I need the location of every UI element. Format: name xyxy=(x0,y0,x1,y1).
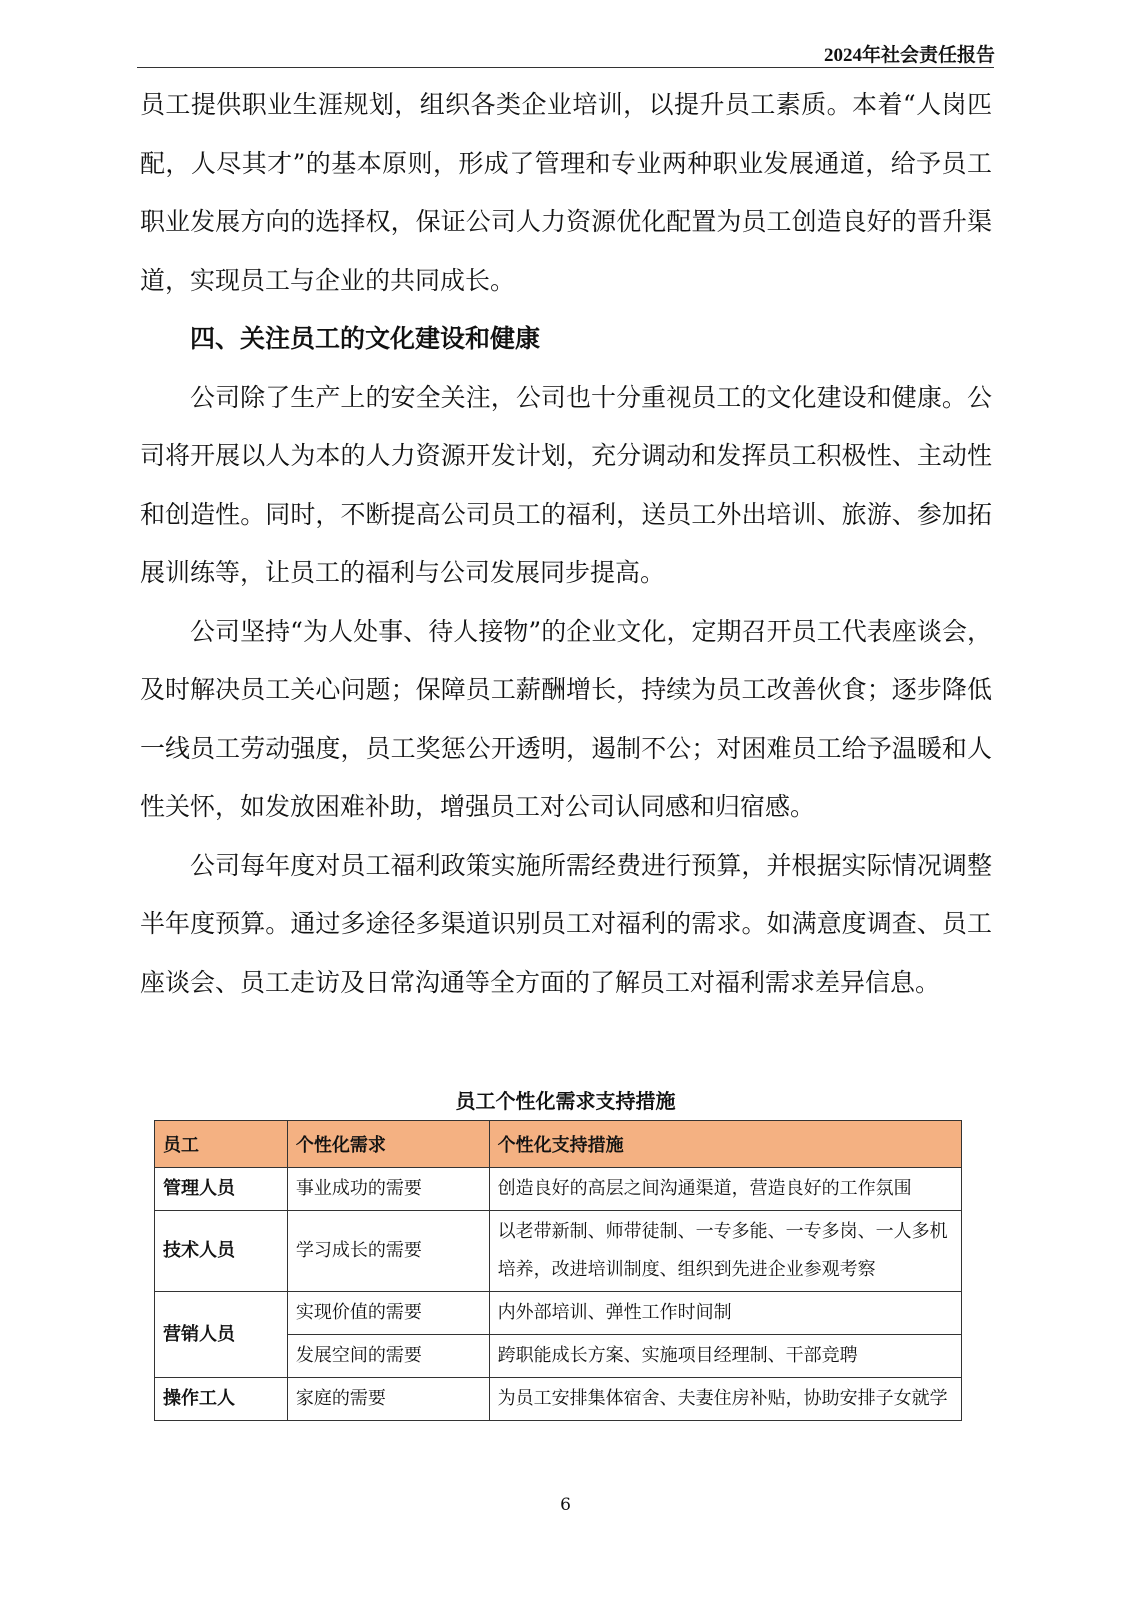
column-header-measure: 个性化支持措施 xyxy=(489,1121,961,1168)
cell-role: 技术人员 xyxy=(155,1211,288,1292)
table-row xyxy=(155,1292,962,1335)
report-header-title: 2024年社会责任报告 xyxy=(823,45,995,66)
cell-need: 实现价值的需要 xyxy=(287,1292,489,1335)
cell-need: 家庭的需要 xyxy=(287,1378,489,1421)
table-caption: 员工个性化需求支持措施 xyxy=(455,1089,676,1113)
cell-measure: 为员工安排集体宿舍、夫妻住房补贴，协助安排子女就学 xyxy=(489,1378,961,1421)
table-header-row xyxy=(155,1121,962,1168)
cell-need: 学习成长的需要 xyxy=(287,1211,489,1292)
paragraph-career-planning: 员工提供职业生涯规划，组织各类企业培训，以提升员工素质。本着“人岗匹配，人尽其才”的基本原则，形成了管理和专业两种职业发展通道，给予员工职业发展方向的选择权，保证公司人力资源优化配置为员工创造良好的晋升渠道，实现员工与企业的共同成长。 xyxy=(140,90,992,295)
cell-measure: 以老带新制、师带徒制、一专多能、一专多岗、一人多机培养，改进培训制度、组织到先进企业参观考察 xyxy=(489,1211,961,1292)
table-row xyxy=(155,1168,962,1211)
paragraph-corporate-culture: 公司坚持“为人处事、待人接物”的企业文化，定期召开员工代表座谈会，及时解决员工关心问题；保障员工薪酬增长，持续为员工改善伙食；逐步降低一线员工劳动强度，员工奖惩公开透明，遏制不公；对困难员工给予温暖和人性关怀，如发放困难补助，增强员工对公司认同感和归宿感。 xyxy=(140,616,992,821)
column-header-employee: 员工 xyxy=(155,1121,288,1168)
section-heading-culture-health: 四、关注员工的文化建设和健康 xyxy=(190,324,541,353)
paragraph-welfare-budget: 公司每年度对员工福利政策实施所需经费进行预算，并根据实际情况调整半年度预算。通过多途径多渠道识别员工对福利的需求。如满意度调查、员工座谈会、员工走访及日常沟通等全方面的了解员工对福利需求差异信息。 xyxy=(140,850,992,997)
page-number: 6 xyxy=(560,1495,571,1515)
cell-need: 发展空间的需要 xyxy=(287,1335,489,1378)
cell-role: 营销人员 xyxy=(155,1292,288,1378)
table-row xyxy=(155,1211,962,1292)
header-divider xyxy=(137,67,994,68)
table-row xyxy=(155,1378,962,1421)
body-text xyxy=(140,76,992,1012)
cell-role: 管理人员 xyxy=(155,1168,288,1211)
employee-needs-table xyxy=(154,1120,962,1421)
cell-role: 操作工人 xyxy=(155,1378,288,1421)
cell-need: 事业成功的需要 xyxy=(287,1168,489,1211)
paragraph-culture-health: 公司除了生产上的安全关注，公司也十分重视员工的文化建设和健康。公司将开展以人为本的人力资源开发计划，充分调动和发挥员工积极性、主动性和创造性。同时，不断提高公司员工的福利，送员工外出培训、旅游、参加拓展训练等，让员工的福利与公司发展同步提高。 xyxy=(140,382,992,587)
cell-measure: 跨职能成长方案、实施项目经理制、干部竞聘 xyxy=(489,1335,961,1378)
cell-measure: 内外部培训、弹性工作时间制 xyxy=(489,1292,961,1335)
column-header-need: 个性化需求 xyxy=(287,1121,489,1168)
cell-measure: 创造良好的高层之间沟通渠道，营造良好的工作氛围 xyxy=(489,1168,961,1211)
